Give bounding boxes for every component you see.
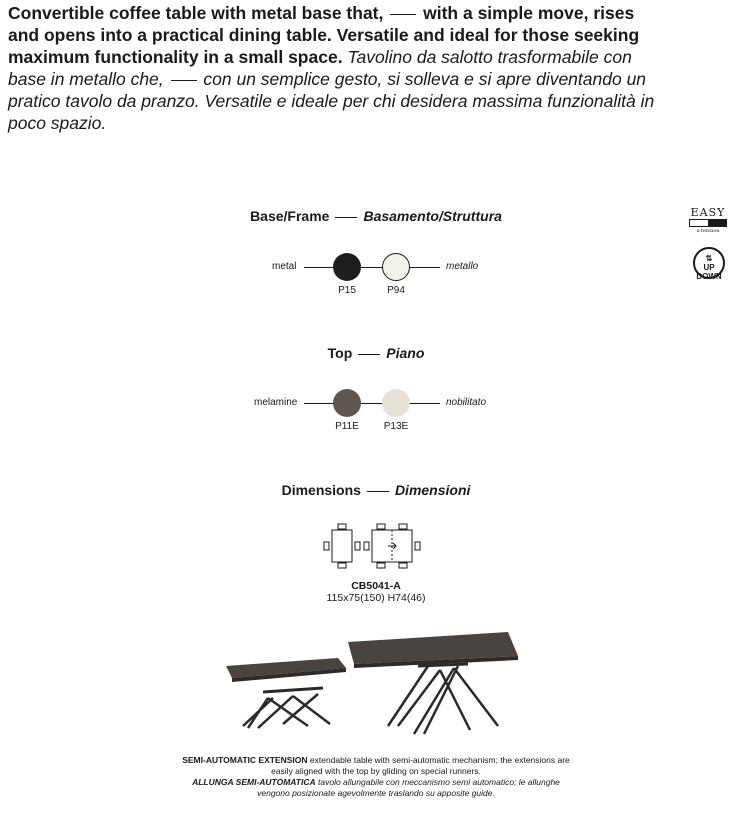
caption-it-text: tavolo allungabile con meccanismo semi automatico; le allunghe vengono posizionate agevolmente traslando su apposite guide. [257, 777, 560, 798]
base-label-en: metal [272, 261, 297, 272]
table-layout-icons [318, 522, 428, 572]
easy-badge-subtitle: x-tension [696, 228, 720, 234]
dimensions-title-en: Dimensions [281, 482, 361, 498]
table-extended-layout-icon [364, 524, 420, 568]
dash-divider [390, 14, 416, 15]
product-illustrations [218, 630, 528, 740]
coffee-table-low-image [226, 658, 346, 728]
base-title-en: Base/Frame [250, 208, 330, 224]
intro-it-part2: con un semplice gesto, si solleva e si apre diventando un pratico tavolo da pranzo. Versatile e ideale per chi desidera massima funzionalità in poco spazio. [8, 69, 655, 133]
swatch-p15[interactable] [333, 253, 361, 281]
intro-en-part2: with a simple move, rises and opens into a practical dining table. Versatile and ideal for those seeking maximum functionality in a small space. [8, 3, 640, 67]
base-label-it: metallo [446, 261, 479, 272]
top-label-it: nobilitato [446, 397, 487, 408]
top-swatch-row [0, 397, 752, 463]
top-section-title [0, 345, 752, 361]
model-code: CB5041-A [351, 580, 401, 592]
table-closed-layout-icon [324, 524, 360, 568]
down-label: DOWN [696, 272, 722, 281]
dining-table-extended-image [348, 632, 518, 734]
easy-badge-title: EASY [690, 206, 726, 219]
up-down-arrows-icon: ⇅ [705, 254, 713, 263]
swatch-code-p13e: P13E [383, 421, 409, 432]
base-title-it: Basamento/Struttura [363, 208, 502, 224]
base-section-title [0, 208, 752, 224]
up-label: UP [703, 263, 715, 272]
base-connector-line [304, 267, 440, 268]
dimensions-section-title [0, 482, 752, 498]
swatch-code-p15: P15 [338, 285, 356, 296]
caption-en-title: SEMI-AUTOMATIC EXTENSION [182, 755, 308, 765]
top-title-it: Piano [386, 345, 425, 361]
swatch-p94[interactable] [382, 253, 410, 281]
dimensions-title-it: Dimensioni [394, 482, 471, 498]
dimensions-info [0, 580, 752, 604]
mechanism-caption [180, 755, 572, 799]
top-label-en: melamine [254, 397, 298, 408]
caption-it-title: ALLUNGA SEMI-AUTOMATICA [192, 777, 316, 787]
swatch-p13e[interactable] [382, 389, 410, 417]
swatch-code-p11e: P11E [335, 421, 359, 432]
intro-paragraph [8, 2, 668, 134]
size-text: 115x75(150) H74(46) [326, 592, 426, 604]
swatch-p11e[interactable] [333, 389, 361, 417]
base-swatch-row [0, 261, 752, 327]
top-title-en: Top [327, 345, 353, 361]
dash-divider [171, 80, 197, 81]
top-connector-line [304, 403, 440, 404]
swatch-code-p94: P94 [387, 285, 405, 296]
caption-en-text: extendable table with semi-automatic mechanism; the extensions are easily aligned with the top by gliding on special runners. [271, 755, 570, 776]
intro-it-part1: Tavolino da salotto trasformabile con base in metallo che, [8, 47, 632, 89]
intro-en-part1: Convertible coffee table with metal base that, [8, 3, 384, 23]
